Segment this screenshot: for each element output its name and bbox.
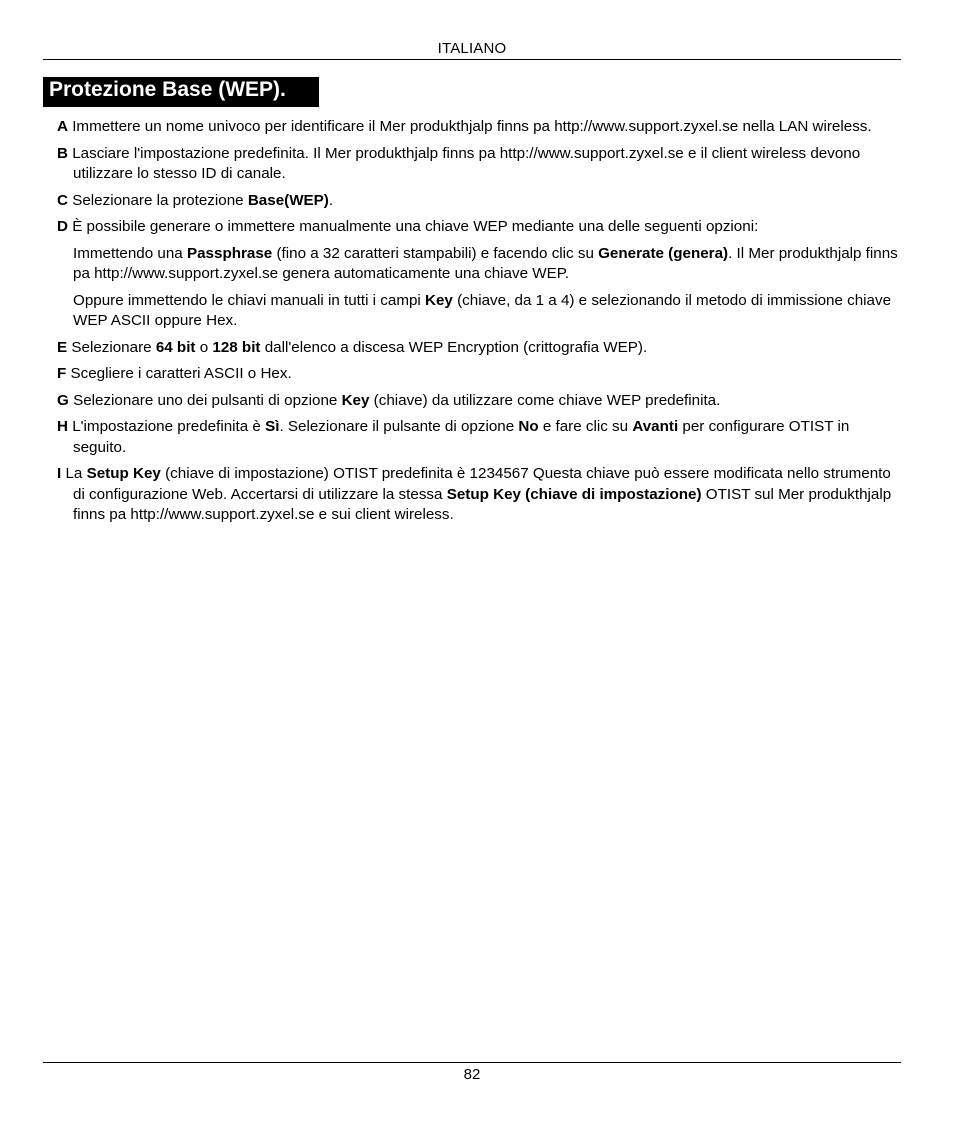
step-text: (chiave) da utilizzare come chiave WEP predefinita. bbox=[369, 391, 721, 409]
step-d-option-manual-keys bbox=[57, 291, 903, 332]
step-b bbox=[57, 144, 903, 185]
step-a bbox=[57, 117, 903, 138]
step-letter: C bbox=[57, 191, 68, 209]
step-bold-term: Generate (genera) bbox=[598, 244, 729, 262]
step-text: dall'elenco a discesa WEP Encryption (crittografia WEP). bbox=[260, 338, 648, 356]
step-bold-term: Key bbox=[341, 391, 370, 409]
step-text: . bbox=[328, 191, 334, 209]
step-text: (chiave, da 1 a 4) e selezionando il metodo di immissione chiave WEP ASCII oppure Hex. bbox=[73, 291, 892, 329]
step-e bbox=[57, 338, 903, 359]
step-text: L'impostazione predefinita è bbox=[72, 418, 266, 435]
step-bold-term: No bbox=[518, 418, 539, 435]
header-divider bbox=[43, 59, 901, 60]
step-bold-term: Key bbox=[425, 291, 453, 309]
step-bold-term: 64 bit bbox=[155, 338, 196, 356]
step-letter: H bbox=[57, 418, 68, 435]
step-bold-term: Avanti bbox=[632, 418, 679, 435]
step-letter: G bbox=[57, 391, 69, 409]
step-f bbox=[57, 364, 903, 385]
step-h bbox=[57, 417, 903, 458]
step-text: per configurare OTIST in seguito. bbox=[73, 418, 850, 456]
step-text: La bbox=[65, 465, 87, 482]
step-bold-term: 128 bit bbox=[212, 338, 261, 356]
instruction-list bbox=[57, 117, 903, 532]
page-number: 82 bbox=[463, 1066, 481, 1083]
step-text: Selezionare uno dei pulsanti di opzione bbox=[73, 391, 342, 409]
step-text: Oppure immettendo le chiavi manuali in tutti i campi bbox=[73, 291, 426, 309]
step-c bbox=[57, 191, 903, 212]
step-letter: B bbox=[57, 144, 68, 162]
step-text: . Selezionare il pulsante di opzione bbox=[279, 418, 519, 435]
step-text: o bbox=[195, 338, 213, 356]
step-text: Immettendo una bbox=[73, 244, 187, 262]
step-letter: E bbox=[57, 338, 68, 356]
step-letter: I bbox=[57, 465, 62, 482]
step-bold-term: Base(WEP) bbox=[247, 191, 329, 209]
step-bold-term: Passphrase bbox=[186, 244, 273, 262]
step-bold-term: Sì bbox=[265, 418, 280, 435]
step-g bbox=[57, 391, 903, 412]
step-letter: A bbox=[57, 118, 68, 135]
step-text: OTIST sul Mer produkthjalp finns pa http://www.support.zyxel.se e sui client wireless. bbox=[73, 485, 892, 523]
step-text: (chiave di impostazione) OTIST predefinita è 1234567 Questa chiave può essere modificata nello strumento di configurazione Web. Accertarsi di utilizzare la stessa bbox=[73, 465, 891, 503]
step-text: e fare clic su bbox=[538, 418, 633, 435]
step-bold-term: Setup Key (chiave di impostazione) bbox=[446, 485, 702, 503]
step-bold-term: Setup Key bbox=[86, 465, 161, 482]
section-title: Protezione Base (WEP). bbox=[43, 77, 319, 107]
step-text: Selezionare bbox=[71, 338, 156, 356]
step-text: Scegliere i caratteri ASCII o Hex. bbox=[70, 365, 292, 382]
step-text: (fino a 32 caratteri stampabili) e facendo clic su bbox=[272, 244, 599, 262]
step-d-option-passphrase bbox=[57, 244, 903, 285]
step-letter: D bbox=[57, 218, 68, 235]
step-text: Lasciare l'impostazione predefinita. Il Mer produkthjalp finns pa http://www.support.zyxel.se e il client wireless devono utilizzare lo stesso ID di canale. bbox=[72, 144, 861, 182]
step-text: . Il Mer produkthjalp finns pa http://www.support.zyxel.se genera automaticamente una chiave WEP. bbox=[73, 244, 898, 282]
step-text: È possibile generare o immettere manualmente una chiave WEP mediante una delle seguenti opzioni: bbox=[72, 218, 759, 235]
header-language-label: ITALIANO bbox=[437, 40, 507, 57]
step-text: Immettere un nome univoco per identificare il Mer produkthjalp finns pa http://www.support.zyxel.se nella LAN wireless. bbox=[72, 118, 872, 135]
step-d bbox=[57, 217, 903, 238]
step-text: Selezionare la protezione bbox=[72, 191, 248, 209]
footer-divider bbox=[43, 1062, 901, 1063]
step-letter: F bbox=[57, 365, 67, 382]
step-i bbox=[57, 464, 903, 526]
